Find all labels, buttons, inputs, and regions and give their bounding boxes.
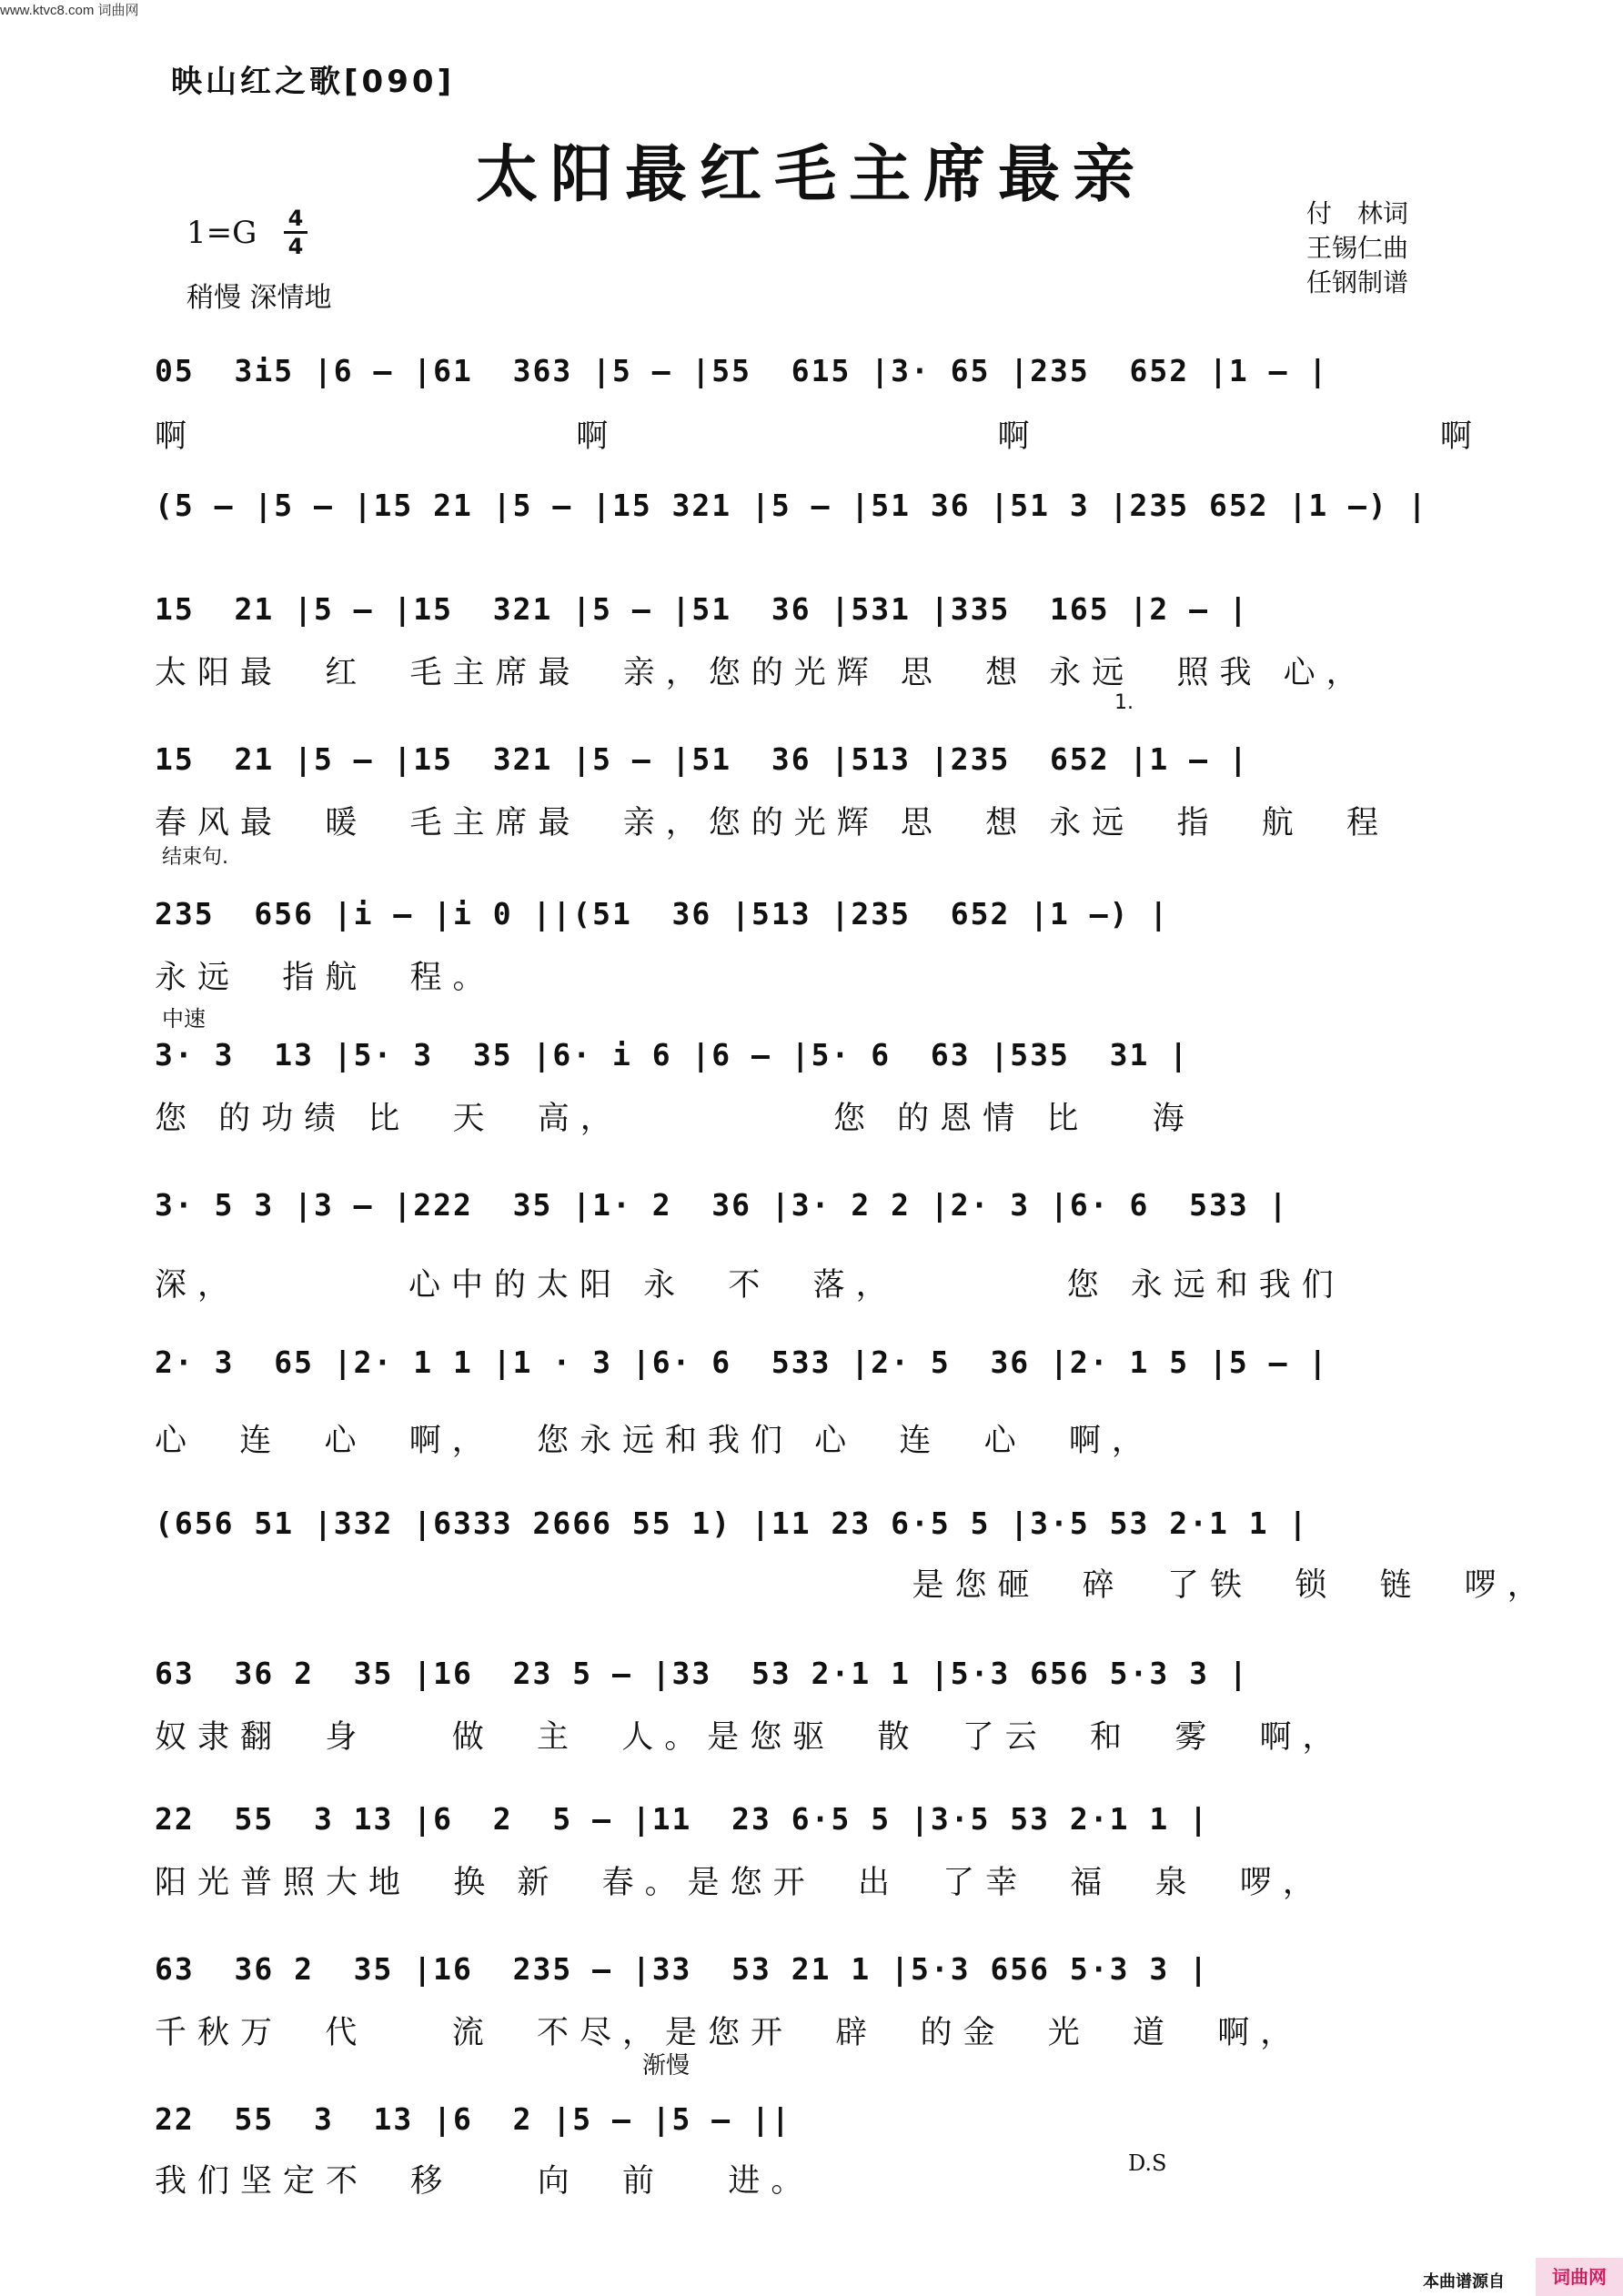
composer-credit: 王锡仁曲 <box>1306 233 1409 263</box>
notation: 235 656 |i – |i 0 ||(51 36 |513 |235 652 |1 –) | <box>155 896 1170 931</box>
notation: 63 36 2 35 |16 235 – |33 53 21 1 |5·3 656 5·3 3 | <box>155 1951 1209 1987</box>
mid-tempo-marking: 中速 <box>162 1006 206 1032</box>
notation: 05 3i5 |6 – |61 363 |5 – |55 615 |3· 65 |235 652 |1 – | <box>155 353 1329 388</box>
notation: 3· 5 3 |3 – |222 35 |1· 2 36 |3· 2 2 |2· 3 |6· 6 533 | <box>155 1187 1289 1223</box>
lyrics: 太阳最 红 毛主席最 亲，您的光辉 思 想 永远 照我 心， <box>155 655 1369 691</box>
lyrics: 心 连 心 啊， 您永远和我们 心 连 心 啊， <box>155 1423 1154 1459</box>
footer <box>1423 2258 1623 2296</box>
lyrics: 奴隶翻 身 做 主 人。是您驱 散 了云 和 雾 啊， <box>155 1719 1346 1756</box>
footer-site-logo[interactable]: 词曲网 <box>1536 2258 1623 2296</box>
notation: 15 21 |5 – |15 321 |5 – |51 36 |531 |335 165 |2 – | <box>155 591 1249 627</box>
lyrics: 是您砸 碎 了铁 锁 链 啰， <box>155 1567 1550 1604</box>
notation: 63 36 2 35 |16 23 5 – |33 53 2·1 1 |5·3 656 5·3 3 | <box>155 1656 1249 1691</box>
song-title: 太阳最红毛主席最亲 <box>475 138 1147 211</box>
notation: (656 51 |332 |6333 2666 55 1) |11 23 6·5 5 |3·5 53 2·1 1 | <box>155 1505 1309 1541</box>
lyrics: 您 的功绩 比 天 高， 您 的恩情 比 海 <box>155 1101 1195 1137</box>
key-signature: 1=G <box>186 215 257 251</box>
watermark: www.ktvc8.com 词曲网 <box>0 3 139 18</box>
tempo-marking: 稍慢 深情地 <box>186 282 332 314</box>
lyricist-credit: 付 林词 <box>1306 198 1409 228</box>
lyrics: 千秋万 代 流 不尽，是您开 辟 的金 光 道 啊， <box>155 2015 1304 2051</box>
notation: 22 55 3 13 |6 2 5 – |11 23 6·5 5 |3·5 53 2·1 1 | <box>155 1801 1209 1837</box>
slow-down-marking: 渐慢 <box>642 2052 691 2079</box>
notation: (5 – |5 – |15 21 |5 – |15 321 |5 – |51 36 |51 3 |235 652 |1 –) | <box>155 488 1428 523</box>
lyrics: 阳光普照大地 换 新 春。是您开 出 了幸 福 泉 啰， <box>155 1865 1326 1901</box>
ending-label: 结束句. <box>162 846 228 869</box>
dal-segno-marking: D.S <box>1128 2150 1167 2176</box>
lyrics: 永远 指航 程。 <box>155 960 496 996</box>
notation: 22 55 3 13 |6 2 |5 – |5 – || <box>155 2101 791 2137</box>
first-ending-label: 1. <box>1114 691 1134 714</box>
lyrics: 啊 啊 啊 啊 <box>155 418 1483 455</box>
lyrics: 我们坚定不 移 向 前 进。 <box>155 2163 814 2200</box>
lyrics: 春风最 暖 毛主席最 亲，您的光辉 思 想 永远 指 航 程 <box>155 805 1390 841</box>
lyrics: 深， 心中的太阳 永 不 落， 您 永远和我们 <box>155 1267 1345 1304</box>
notation: 3· 3 13 |5· 3 35 |6· i 6 |6 – |5· 6 63 |535 31 | <box>155 1037 1190 1072</box>
footer-source: 本曲谱源自 <box>1423 2272 1505 2291</box>
notation: 15 21 |5 – |15 321 |5 – |51 36 |513 |235 652 |1 – | <box>155 741 1249 777</box>
arranger-credit: 任钢制谱 <box>1306 267 1409 297</box>
credits <box>1306 196 1408 300</box>
meter-bottom: 4 <box>287 234 304 259</box>
time-signature <box>280 206 311 259</box>
meter-top: 4 <box>287 206 304 231</box>
notation: 2· 3 65 |2· 1 1 |1 · 3 |6· 6 533 |2· 5 36 |2· 1 5 |5 – | <box>155 1344 1329 1380</box>
series-label: 映山红之歌[090] <box>171 64 456 100</box>
